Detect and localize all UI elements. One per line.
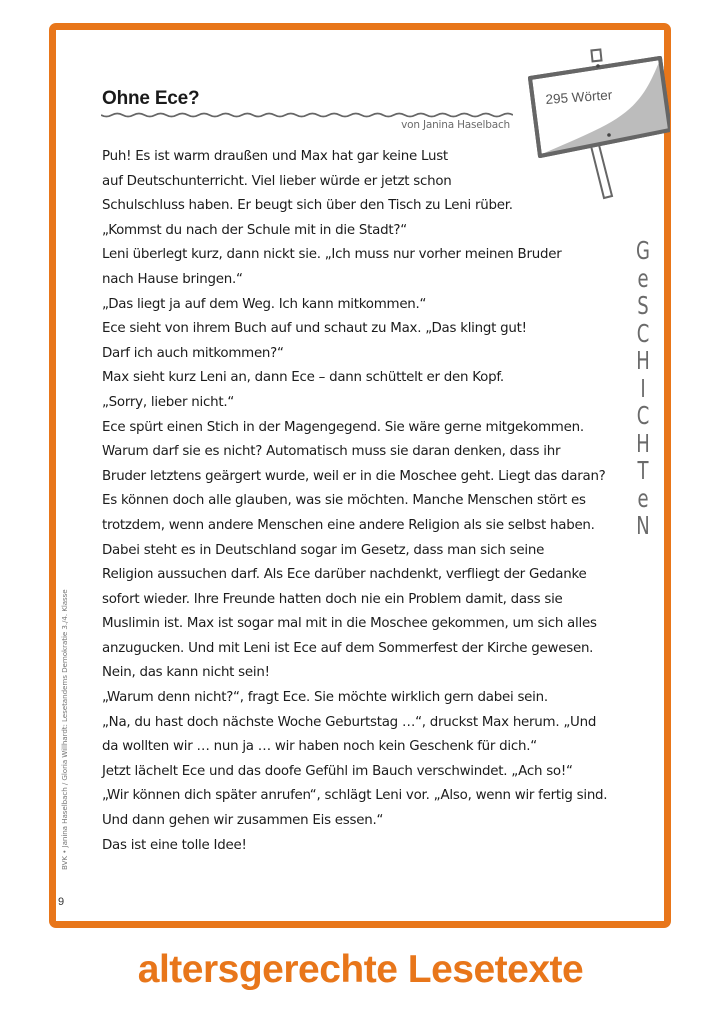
story-line: Es können doch alle glauben, was sie möchten. Manche Menschen stört es (102, 493, 586, 509)
story-line: Leni überlegt kurz, dann nickt sie. „Ich muss nur vorher meinen Bruder (102, 247, 562, 263)
story-line: Nein, das kann nicht sein! (102, 665, 270, 681)
story-line: Muslimin ist. Max ist sogar mal mit in die Moschee gekommen, um sich alles (102, 616, 597, 632)
story-line: Warum darf sie es nicht? Automatisch muss sie daran denken, dass ihr (102, 444, 561, 460)
category-letter: e (637, 263, 649, 293)
category-vertical-label (628, 237, 658, 540)
category-letter: e (637, 483, 649, 513)
story-line: trotzdem, wenn andere Menschen eine andere Religion als sie selbst haben. (102, 517, 595, 533)
story-line: Jetzt lächelt Ece und das doofe Gefühl im Bauch verschwindet. „Ach so!“ (102, 763, 573, 779)
category-letter: H (636, 346, 650, 375)
category-letter: I (640, 373, 646, 403)
story-line: Bruder letztens geärgert wurde, weil er in die Moschee geht. Liegt das daran? (102, 468, 606, 484)
story-line: „Das liegt ja auf dem Weg. Ich kann mitkommen.“ (102, 296, 427, 312)
story-line: sofort wieder. Ihre Freunde hatten doch nie ein Problem damit, dass sie (102, 591, 563, 607)
story-line: „Wir können dich später anrufen“, schlägt Leni vor. „Also, wenn wir fertig sind. (102, 788, 608, 804)
story-text (102, 145, 622, 858)
story-line: Ece spürt einen Stich in der Magengegend. Sie wäre gerne mitgekommen. (102, 419, 584, 435)
story-line: Ece sieht von ihrem Buch auf und schaut zu Max. „Das klingt gut! (102, 321, 527, 337)
story-line: da wollten wir … nun ja … wir haben noch kein Geschenk für dich.“ (102, 739, 537, 755)
category-letter: H (636, 428, 650, 458)
story-line: auf Deutschunterricht. Viel lieber würde er jetzt schon (102, 173, 452, 189)
story-line: Darf ich auch mitkommen?“ (102, 345, 284, 361)
category-letter: C (636, 401, 650, 430)
story-line: Das ist eine tolle Idee! (102, 837, 247, 853)
story-line: „Warum denn nicht?“, fragt Ece. Sie möchte wirklich gern dabei sein. (102, 690, 548, 706)
story-title: Ohne Ece? (102, 88, 200, 109)
category-letter: G (636, 236, 650, 265)
category-letter: C (636, 318, 650, 348)
publisher-credit: BVK • Janina Haselbach / Gloria Willhardt: Lesetandems Demokratie 3./4. Klasse (60, 589, 69, 870)
story-line: „Sorry, lieber nicht.“ (102, 394, 235, 410)
story-line: Schulschluss haben. Er beugt sich über den Tisch zu Leni rüber. (102, 198, 513, 214)
word-count-label: 295 Wörter (545, 87, 613, 107)
story-line: Max sieht kurz Leni an, dann Ece – dann schüttelt er den Kopf. (102, 370, 504, 386)
story-line: Puh! Es ist warm draußen und Max hat gar keine Lust (102, 149, 448, 164)
story-line: anzugucken. Und mit Leni ist Ece auf dem Sommerfest der Kirche gewesen. (102, 640, 594, 656)
category-letter: N (636, 511, 650, 540)
story-line: Religion aussuchen darf. Als Ece darüber nachdenkt, verfliegt der Gedanke (102, 567, 587, 583)
page-number: 9 (58, 896, 65, 908)
footer-slogan: altersgerechte Lesetexte (137, 948, 584, 991)
story-line: Und dann gehen wir zusammen Eis essen.“ (102, 813, 384, 829)
category-letter: T (637, 456, 649, 485)
story-line: „Na, du hast doch nächste Woche Geburtstag …“, druckst Max herum. „Und (102, 714, 597, 730)
story-author: von Janina Haselbach (401, 119, 510, 131)
category-letter: S (637, 291, 649, 320)
story-line: Dabei steht es in Deutschland sogar im Gesetz, dass man sich seine (102, 542, 545, 558)
story-line: nach Hause bringen.“ (102, 271, 243, 287)
story-line: „Kommst du nach der Schule mit in die Stadt?“ (102, 222, 407, 238)
